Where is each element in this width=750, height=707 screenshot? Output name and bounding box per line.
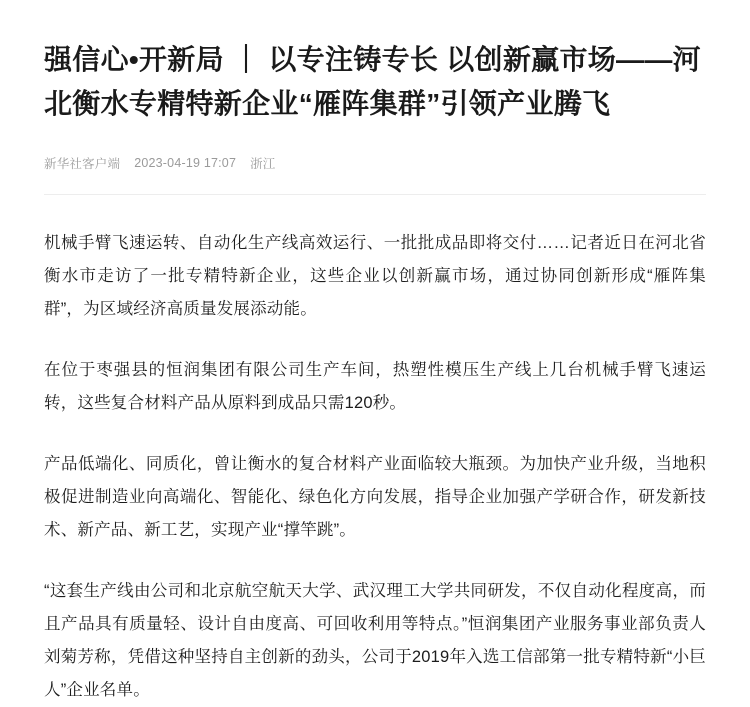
article-paragraph: 在位于枣强县的恒润集团有限公司生产车间，热塑性模压生产线上几台机械手臂飞速运转，这些复合材料产品从原料到成品只需120秒。 [44, 361, 706, 412]
article-timestamp: 2023-04-19 17:07 [134, 156, 237, 170]
header-divider [44, 194, 706, 195]
article-body [44, 199, 706, 707]
article-source: 新华社客户端 [44, 157, 121, 171]
article-meta [44, 154, 706, 172]
article-paragraph: 产品低端化、同质化，曾让衡水的复合材料产业面临较大瓶颈。为加快产业升级，当地积极促进制造业向高端化、智能化、绿色化方向发展，指导企业加强产学研合作，研发新技术、新产品、新工艺，实现产业“撑竿跳”。 [44, 455, 706, 539]
article-region: 浙江 [250, 157, 276, 171]
page-title: 强信心•开新局 ｜ 以专注铸专长 以创新赢市场——河北衡水专精特新企业“雁阵集群”引领产业腾飞 [44, 44, 701, 119]
article-paragraph: “这套生产线由公司和北京航空航天大学、武汉理工大学共同研发，不仅自动化程度高，而且产品具有质量轻、设计自由度高、可回收利用等特点。”恒润集团产业服务事业部负责人刘菊芳称，凭借这种坚持自主创新的劲头，公司于2019年入选工信部第一批专精特新“小巨人”企业名单。 [44, 582, 706, 699]
article-paragraph: 机械手臂飞速运转、自动化生产线高效运行、一批批成品即将交付……记者近日在河北省衡水市走访了一批专精特新企业，这些企业以创新赢市场，通过协同创新形成“雁阵集群”，为区域经济高质量发展添动能。 [44, 234, 706, 318]
